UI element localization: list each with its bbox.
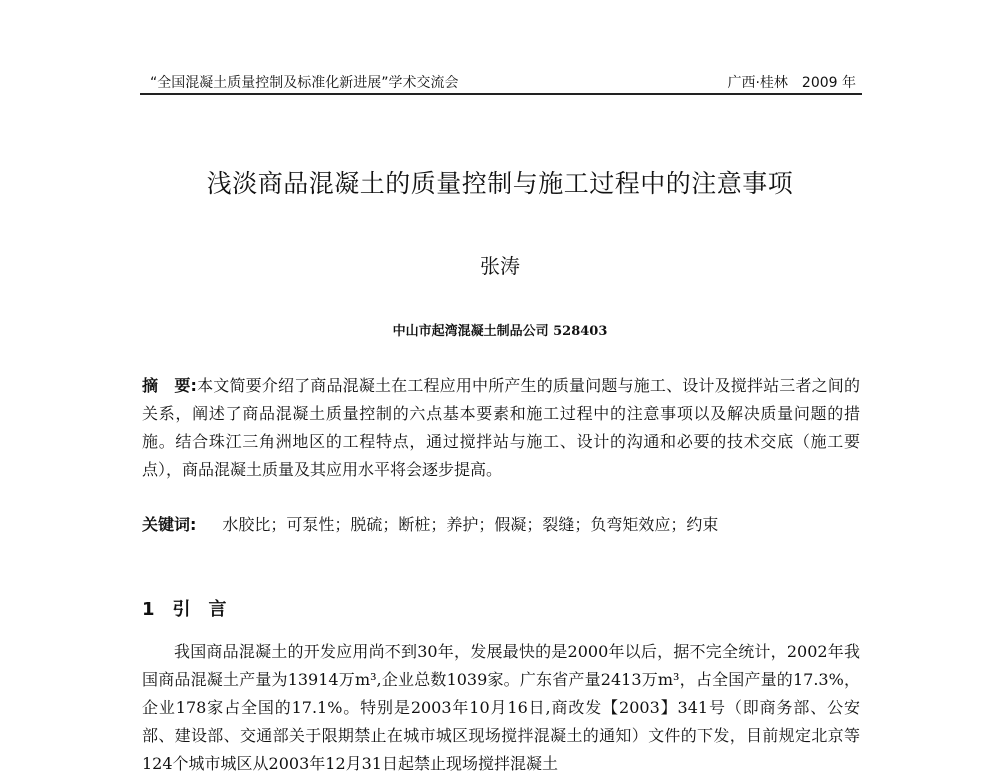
abstract-label: 摘 要: <box>142 376 197 395</box>
keywords-label: 关键词: <box>142 515 197 534</box>
section-number: 1 <box>142 599 155 620</box>
paper-title: 浅淡商品混凝土的质量控制与施工过程中的注意事项 <box>206 169 794 198</box>
keywords-text: 水胶比；可泵性；脱硫；断桩；养护；假凝；裂缝；负弯矩效应；约束 <box>222 515 719 534</box>
body-paragraph: 我国商品混凝土的开发应用尚不到30年，发展最快的是2000年以后，据不完全统计，2002年我国商品混凝土产量为13914万m³,企业总数1039家。广东省产量2413万m³，占全国产量的17.3%，企业178家占全国的17.1%。特别是2003年10月16日,商改发【2003】341号（即商务部、公安部、建设部、交通部关于限期禁止在城市城区现场搅拌混凝土的通知）文件的下发，目前规定北京等124个城市城区从2003年12月31日起禁止现场搅拌混凝土 <box>142 642 860 773</box>
running-header <box>140 70 860 92</box>
conference-name: “全国混凝土质量控制及标准化新进展”学术交流会 <box>150 75 459 91</box>
section-title: 引 言 <box>172 599 227 620</box>
section-heading <box>142 595 245 621</box>
affiliation: 中山市起湾混凝土制品公司 528403 <box>392 324 608 339</box>
keywords <box>142 512 718 535</box>
author: 张涛 <box>480 254 520 278</box>
header-rule <box>140 93 862 95</box>
location-year: 广西·桂林 2009 年 <box>727 75 856 91</box>
abstract <box>142 372 860 484</box>
abstract-text: 本文简要介绍了商品混凝土在工程应用中所产生的质量问题与施工、设计及搅拌站三者之间的关系，阐述了商品混凝土质量控制的六点基本要素和施工过程中的注意事项以及解决质量问题的措施。结合珠江三角洲地区的工程特点，通过搅拌站与施工、设计的沟通和必要的技术交底（施工要点），商品混凝土质量及其应用水平将会逐步提高。 <box>142 376 860 479</box>
